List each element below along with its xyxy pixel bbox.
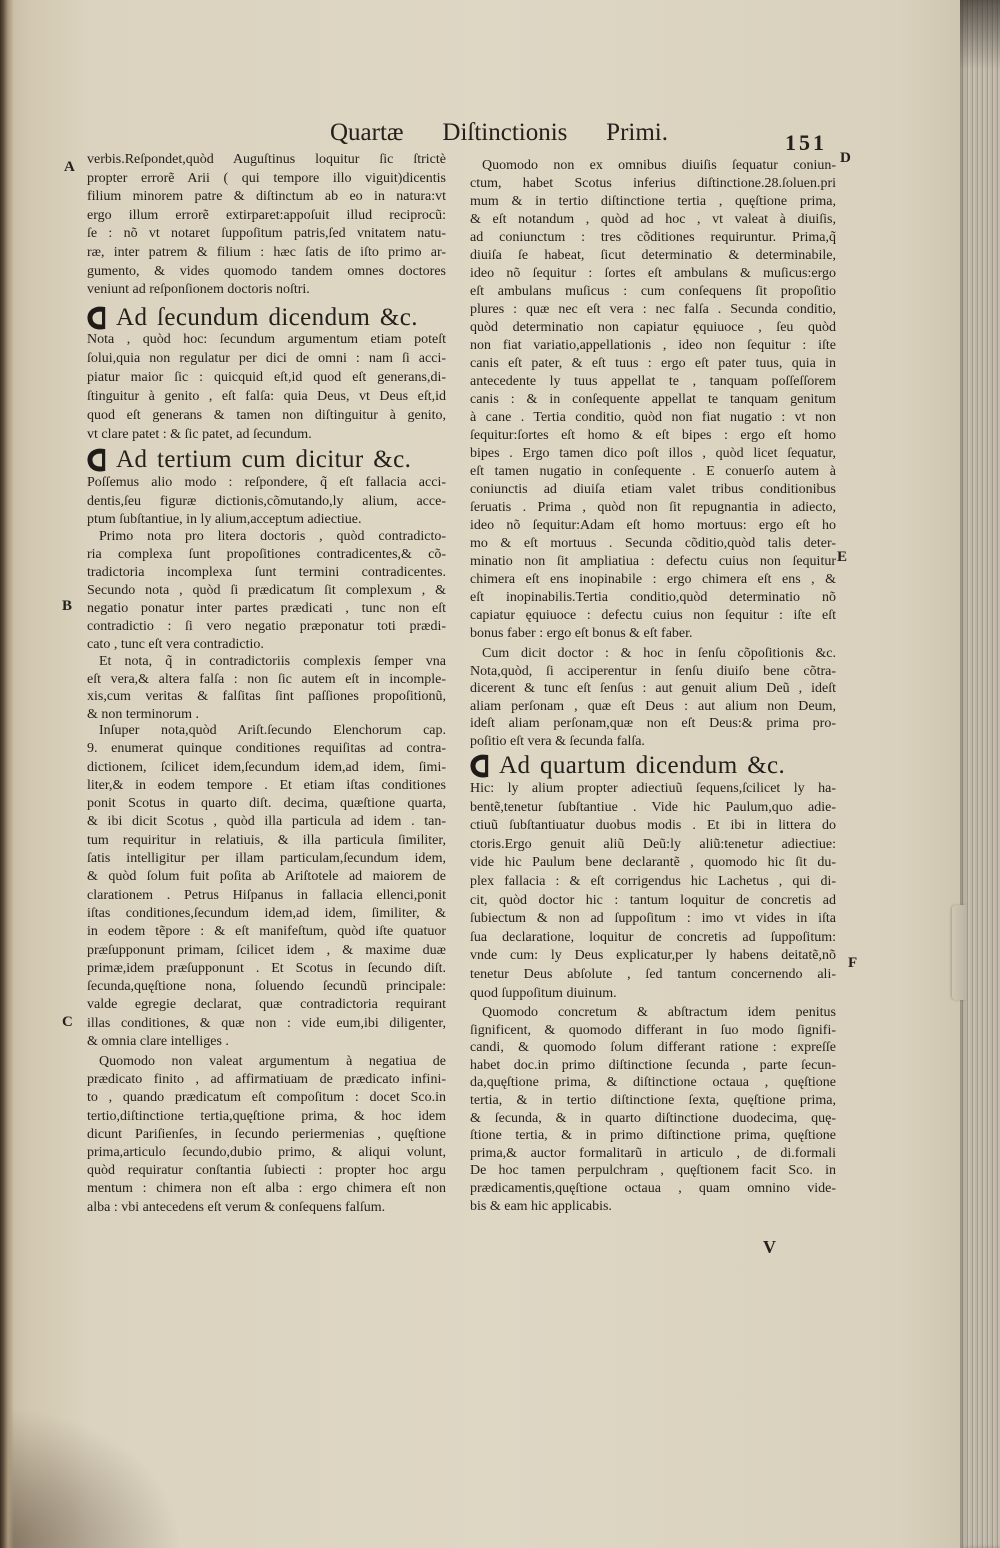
text-line: tertio,diſtinctione tertia,quęſtione prima, & hoc idem <box>87 1108 446 1124</box>
text-line: ſubiectum & non ad ſuppoſitum : imo vt vides in iſta <box>470 911 836 927</box>
margin-letter-d: D <box>840 150 851 166</box>
paragraph-mark-icon <box>87 305 111 331</box>
text-line: veniunt ad reſponſionem doctoris noſtri. <box>87 282 310 298</box>
text-line: capiatur ęquiuoce : defectu cuius non ſequitur : iſte eſt <box>470 608 836 623</box>
text-line: ſecunda,quęſtione nona, ſoluendo ſecundũ principale: <box>87 979 446 995</box>
text-line: canis : & in conſequente appellat te tanquam genitum <box>470 392 836 407</box>
text-line: ctoris.Ergo genuit aliũ Deũ:ly aliũ:tenetur adiectiue: <box>470 836 836 852</box>
paragraph-mark-icon <box>87 447 111 473</box>
text-line: ſe : nõ vt notaret ſuppoſitum patris,ſed vnitatem natu- <box>87 226 446 242</box>
margin-letter-a: A <box>64 159 75 175</box>
text-line: plures : quæ nec eſt vera : nec falſa . Secunda conditio, <box>470 302 836 317</box>
text-line: ctum, habet Scotus inferius diſtinctione.28.ſoluen.pri <box>470 176 836 191</box>
text-line: xis,cum veritas & falſitas ſint paſſiones propoſitionũ, <box>87 689 446 705</box>
text-line: non fiat variatio,appellationis , ideo non ſequitur : iſte <box>470 338 836 353</box>
text-line: ræ, inter patrem & filium : hæc ſatis de iſto primo ar- <box>87 244 446 260</box>
paragraph <box>470 157 836 643</box>
text-line: Nota,quòd, ſi acciperentur in ſenſu diuiſo bene cõtra- <box>470 663 836 679</box>
paragraph <box>87 474 446 530</box>
running-title: Quartæ Diſtinctionis Primi. <box>330 119 668 146</box>
text-line: ponit Scotus in quarto diſt. decima, quæſtione quarta, <box>87 796 446 812</box>
page-edge-tab <box>952 905 966 1000</box>
text-line: chimera eſt ens inopinabile : ergo chimera eſt ens , & <box>470 572 836 587</box>
text-line: ria complexa ſunt propoſitiones contradicentes,& cõ- <box>87 547 446 562</box>
text-line: minatio non ſit ampliatiua : defectu cuius non ſequitur <box>470 554 836 569</box>
text-line: ergo illum errorẽ extirparet:appoſuit illud reciprocũ: <box>87 207 446 223</box>
text-line: eſt tamen nugatio in conſequente . E conuerſo autem à <box>470 464 836 479</box>
text-line: eſt inopinabilis.Tertia conditio,quòd determinatio nõ <box>470 590 836 605</box>
text-line: 9. enumerat quinque conditiones requiſitas ad contra- <box>87 741 446 757</box>
text-line: bonus faber : ergo eſt bonus & eſt faber. <box>470 626 693 641</box>
text-line: tenetur Deus abſolute , ſed tantum concernendo ali- <box>470 966 836 982</box>
text-line: coniunctis ad diuiſa etiam valet tribus conditionibus <box>470 482 836 497</box>
text-line: mum & in tertio diſtinctione tertia , quęſtione prima, <box>470 194 836 209</box>
section-heading <box>87 304 446 332</box>
margin-letter-b: B <box>62 598 73 614</box>
text-line: iſtas conditiones,ſecundum idem,ad idem, ſimiliter, & <box>87 905 446 921</box>
text-line: & non terminorum . <box>87 707 199 723</box>
text-line: da,quęſtione prima, & diſtinctione octaua , quęſtione <box>470 1075 836 1091</box>
text-line: Secundo nota , quòd ſi prædicatum ſit complexum , & <box>87 583 446 598</box>
text-line: prædicato finito , ad affirmatiuam de prædicato infini- <box>87 1072 446 1088</box>
text-line: à cane . Tertia conditio, quòd non fiat nugatio : vt non <box>470 410 836 425</box>
text-line: Cum dicit doctor : & hoc in ſenſu cõpoſitionis &c. <box>482 646 836 661</box>
text-line: tradictoria incomplexa ſunt termini contradicentes. <box>87 565 446 580</box>
section-heading-text: Ad ſecundum dicendum &c. <box>116 304 418 331</box>
text-line: canis eſt pater, & eſt tuus : ergo eſt pater tuus, quia in <box>470 356 836 371</box>
text-line: quod eſt generans & tamen non diſtinguitur à genito, <box>87 408 446 423</box>
text-line: & ſecunda, & in quarto diſtinctione duodecima, quę- <box>470 1110 836 1126</box>
text-line: propter errorẽ Arii ( qui tempore illo viguit)dicentis <box>87 170 446 186</box>
text-line: ctiuũ ſubſtantiuatur duobus modis . Et ibi in littera do <box>470 818 836 834</box>
text-line: prædicamentis,quęſtione octaua , quam omnino vide- <box>470 1180 836 1196</box>
text-line: ideo nõ ſequitur : ſortes eſt ambulans & muſicus:ergo <box>470 266 836 281</box>
text-line: Nota , quòd hoc: ſecundum argumentum etiam poteſt <box>87 332 446 347</box>
text-line: eſt vera,& altera falſa : non ſic autem eſt in incomple- <box>87 671 446 687</box>
text-line: eſt ambulans muſicus : cum conſequens ſit propoſitio <box>470 284 836 299</box>
text-line: primæ,idem præſupponunt . Et Scotus in ſecundo diſt. <box>87 960 446 976</box>
margin-letter-e: E <box>837 549 848 565</box>
text-line: præſupponunt primam, ſcilicet idem , & maxime duæ <box>87 942 446 958</box>
text-line: gumento, & vides quomodo tandem omnes doctores <box>87 263 446 279</box>
paragraph <box>470 780 836 1003</box>
margin-letter-c: C <box>62 1014 73 1030</box>
text-line: valde egregie declarat, quæ contradictoria requirant <box>87 997 446 1013</box>
text-line: liter,& in eodem tempore . Et etiam iſtas conditiones <box>87 777 446 793</box>
text-line: ſignificent, & quomodo differant in ſuo modo ſignifi- <box>470 1022 836 1038</box>
text-line: verbis.Reſpondet,quòd Auguſtinus loquitur ſic ſtrictè <box>87 152 446 167</box>
paragraph <box>470 1004 836 1215</box>
text-line: Poſſemus alio modo : reſpondere, q̃ eſt fallacia acci- <box>87 475 446 490</box>
text-line: ideſt aliam perſonam,quæ non eſt Deus:& prima pro- <box>470 716 836 732</box>
text-line: ſequitur:ſortes eſt homo & eſt bipes : ergo eſt homo <box>470 428 836 443</box>
page-number: 151 <box>785 130 827 155</box>
text-line: ſatis intelligitur per illam particulam,ſecundum idem, <box>87 851 446 867</box>
text-line: ſua declaratione, loquitur de concretis ad ſuppoſitum: <box>470 929 836 945</box>
text-line: vide hic Paulum bene declarantẽ , quomodo hic ſit du- <box>470 855 836 871</box>
text-line: ſolui,quia non regulatur per dici de omni : nam ſi acci- <box>87 351 446 366</box>
text-line: dictionem, ſcilicet idem,ſecundum idem,ad idem, ſimi- <box>87 759 446 775</box>
text-line: quod ſuppoſitum diuinum. <box>470 985 617 1001</box>
text-line: quòd requiratur conſtantia ſubiecti : propter hoc argu <box>87 1163 446 1179</box>
text-line: cato , tunc eſt vera contradictio. <box>87 637 264 652</box>
section-heading <box>87 446 446 474</box>
text-line: piatur maior ſic : quicquid eſt,id quod eſt generans,di- <box>87 370 446 385</box>
text-line: ad coniunctum : tres cõditiones requiruntur. Prima,q̃ <box>470 230 836 245</box>
paragraph <box>87 330 446 444</box>
text-line: illas conditiones, & quæ non : vide eum,ibi diligenter, <box>87 1015 446 1031</box>
text-line: prima,& auctor formalitarũ in articulo , de di.formali <box>470 1145 836 1161</box>
text-line: bipes . Ergo tamen dico poſt illos , quòd licet ſequatur, <box>470 446 836 461</box>
page-gutter-shadow <box>0 0 14 1548</box>
text-line: & ibi dicit Scotus , quòd illa particula ad idem . tan- <box>87 814 446 830</box>
text-line: & eſt notandum , quòd ad hoc , vt valeat à diuiſis, <box>470 212 836 227</box>
text-line: & quòd ſolum fuit poſita ab Ariſtotele ad maiorem de <box>87 869 446 885</box>
text-line: antecedente ly tuus appellat te , tanquam poſſeſſorem <box>470 374 836 389</box>
text-line: Hic: ly alium propter adiectiuũ ſequens,ſcilicet ly ha- <box>470 781 836 796</box>
text-line: Quomodo concretum & abſtractum idem penitus <box>482 1005 836 1020</box>
left-text-column <box>87 0 446 1300</box>
paragraph <box>87 1053 446 1217</box>
text-line: filium minorem patre & diſtinctum ab eo in natura:vt <box>87 189 446 205</box>
text-line: to , quando prædicatum eſt compoſitum : docet Sco.in <box>87 1090 446 1106</box>
text-line: ſeruatis . Prima , quòd non ſit repugnantia in adiecto, <box>470 500 836 515</box>
text-line: dicunt Pariſienſes, in ſecundo periermenias , quęſtione <box>87 1126 446 1142</box>
text-line: & omnia clare intelliges . <box>87 1034 229 1050</box>
text-line: prima,articulo ſecundo,dubio primo, & aliqui volunt, <box>87 1144 446 1160</box>
text-line: ptum ſubſtantiue, in ly alium,acceptum adiectiue. <box>87 512 362 527</box>
text-line: Inſuper nota,quòd Ariſt.ſecundo Elenchorum cap. <box>99 723 446 738</box>
text-line: tertia, & in tertio diſtinctione ſexta, quęſtione prima, <box>470 1092 836 1108</box>
text-line: Primo nota pro litera doctoris , quòd contradicto- <box>99 529 446 544</box>
text-line: De hoc tamen perpulchram , quęſtionem facit Sco. in <box>470 1163 836 1179</box>
text-line: alba : vbi antecedens eſt verum & conſequens falſum. <box>87 1199 386 1215</box>
text-line: bentẽ,tenetur ſubſtantiue . Vide hic Paulum,quo adie- <box>470 799 836 815</box>
paragraph <box>87 653 446 724</box>
text-line: dicerent & tunc eſt ſenſus : aut genuit alium Deũ , ideſt <box>470 681 836 697</box>
section-heading-text: Ad tertium cum dicitur &c. <box>116 446 412 473</box>
section-heading-text: Ad quartum dicendum &c. <box>499 752 786 779</box>
margin-letter-f: F <box>848 955 858 971</box>
paragraph <box>87 151 446 300</box>
text-line: ſtione tertia, & in primo diſtinctione prima, quęſtione <box>470 1128 836 1144</box>
section-heading <box>470 752 836 780</box>
text-line: diuiſa ſe habeat, ſicut determinatio & determinabile, <box>470 248 836 263</box>
text-line: quòd determinatio non capiatur ęquiuoce , ſeu quòd <box>470 320 836 335</box>
text-line: bis & eam hic applicabis. <box>470 1198 612 1214</box>
paragraph <box>470 645 836 751</box>
text-line: Quomodo non ex omnibus diuiſis ſequatur coniun- <box>482 158 836 173</box>
text-line: Quomodo non valeat argumentum à negatiua de <box>99 1054 446 1069</box>
text-line: plex fallacia : & eſt corrigendus hic Lachetus , qui di- <box>470 873 836 889</box>
text-line: aliam perſonam , quæ eſt Deus : aut alium non Deum, <box>470 698 836 714</box>
text-line: vnde cum: ly Deus explicatur,per ly habens deitatẽ,nõ <box>470 948 836 964</box>
text-line: dentis,ſeu figuræ dictionis,cõmutando,ly alium, acce- <box>87 493 446 509</box>
text-line: tum requiritur in relatiuis, & illa particula ſimiliter, <box>87 832 446 848</box>
text-line: Et nota, q̃ in contradictoriis complexis ſemper vna <box>99 654 446 669</box>
text-line: contradictio : ſi vero negatio præponatur toti prædi- <box>87 619 446 634</box>
text-line: cit, quòd doctor hic : tantum loquitur de concretis ad <box>470 892 836 908</box>
paragraph-mark-icon <box>470 753 494 779</box>
text-line: negatio ponatur inter partes prædicati , tunc non eſt <box>87 601 446 616</box>
text-line: clarationem . Petrus Hiſpanus in fallacia ellenci,ponit <box>87 887 446 903</box>
signature-mark: V <box>763 1237 776 1257</box>
text-line: ideo nõ ſequitur:Adam eſt homo mortuus: ergo eſt ho <box>470 518 836 533</box>
paragraph <box>87 528 446 654</box>
page-stack-edge <box>960 0 1000 1548</box>
right-text-column <box>470 0 836 1300</box>
paragraph <box>87 722 446 1051</box>
text-line: poſitio eſt vera & ſecunda falſa. <box>470 733 645 749</box>
text-line: vt clare patet : & ſic patet, ad ſecundum. <box>87 427 312 442</box>
text-line: mentum : chimera non eſt alba : ergo chimera eſt non <box>87 1181 446 1197</box>
text-line: habet doc.in primo diſtinctione ſecunda , parte ſecun- <box>470 1057 836 1073</box>
text-line: ſtinguitur à genito , eſt falſa: quia Deus, vt Deus eſt,id <box>87 389 446 404</box>
text-line: mo & eſt mortuus . Secunda cõditio,quòd talis deter- <box>470 536 836 551</box>
text-line: in eodem tẽpore : & eſt manifeſtum, quòd iſte quatuor <box>87 924 446 940</box>
text-line: candi, & quomodo ſolum differant ratione : expreſſe <box>470 1040 836 1056</box>
